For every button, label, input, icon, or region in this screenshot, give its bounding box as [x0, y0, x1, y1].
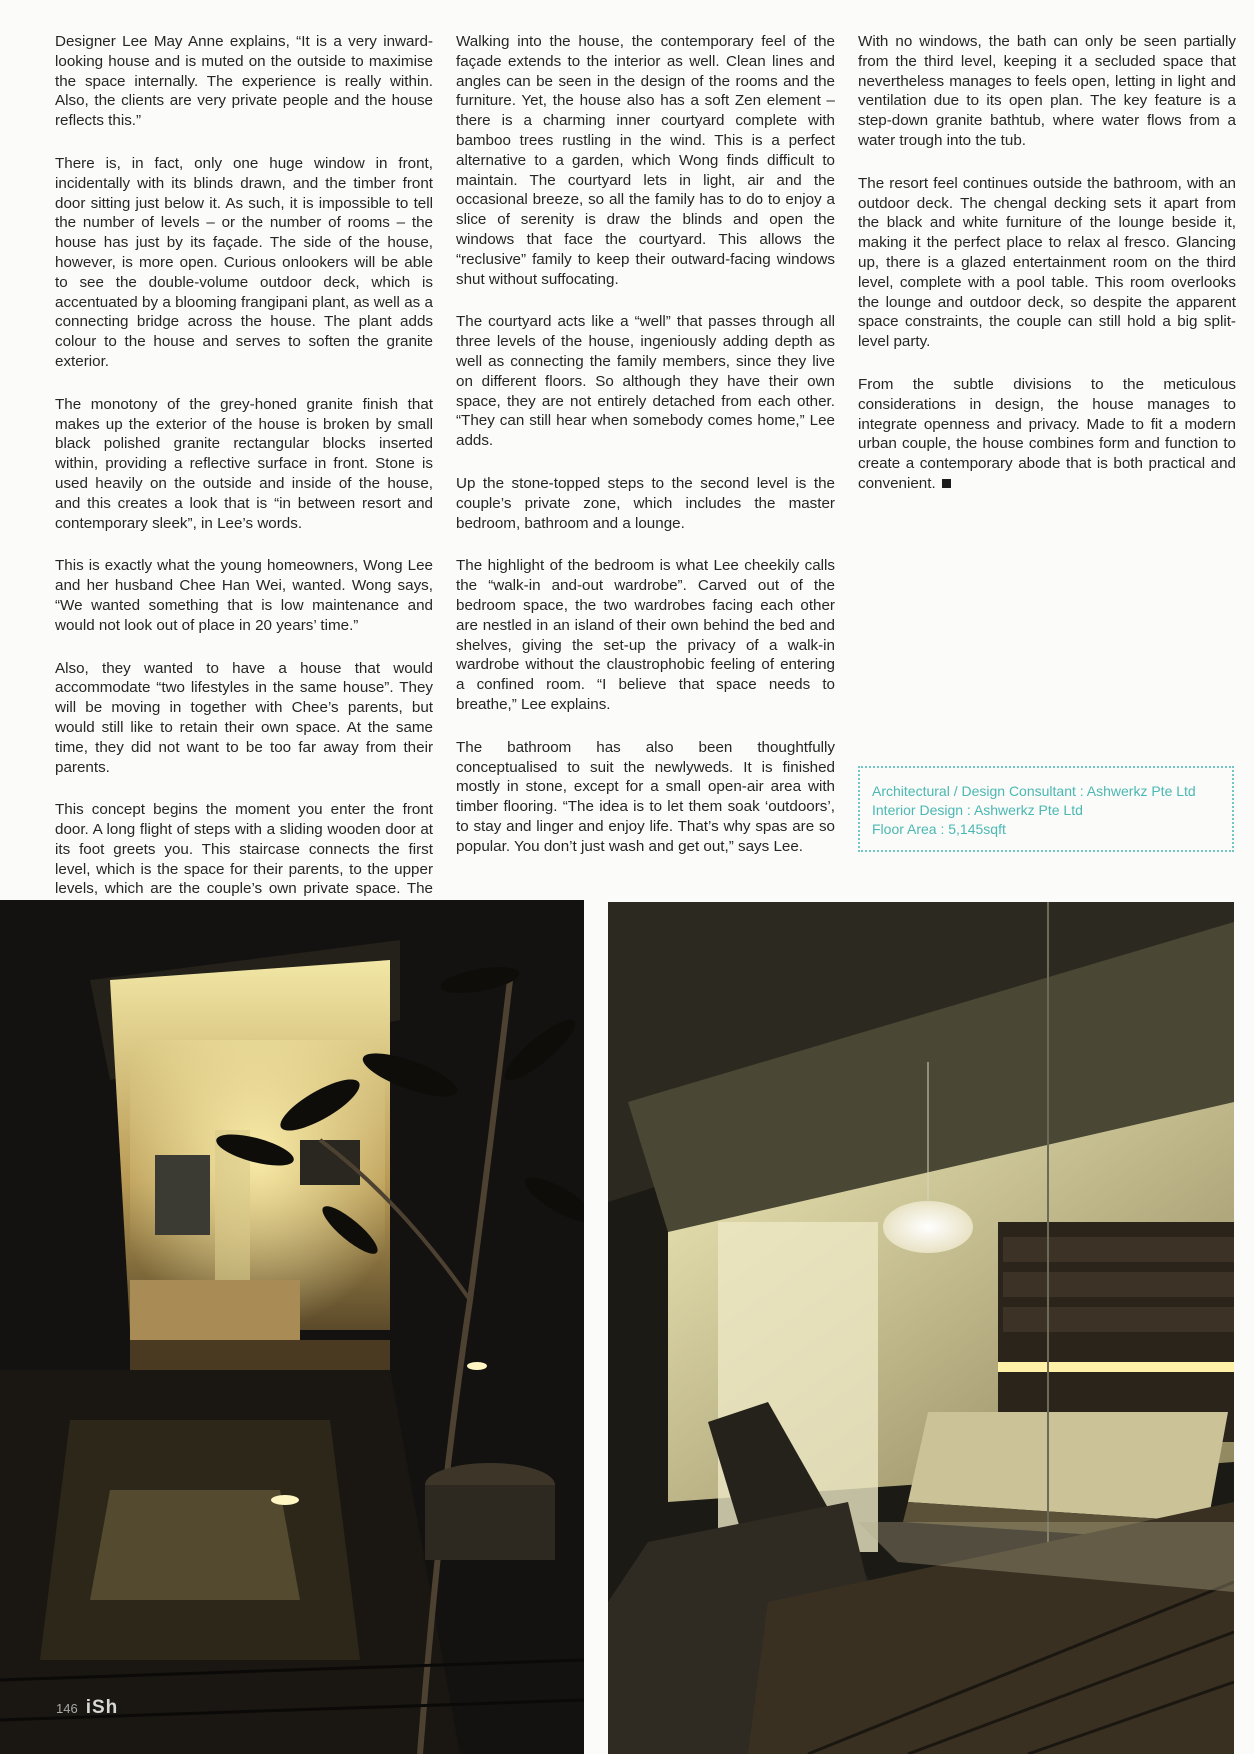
paragraph: The resort feel continues outside the bathroom, with an outdoor deck. The chengal decking sets it apart from the black and white furniture of the lounge beside it, making it the perfect place to relax al fresco. Glancing up, there is a glazed entertainment room on the third level, complete with a pool table. This room overlooks the lounge and outdoor deck, so despite the apparent space constraints, the couple can still hold a big split-level party. [858, 174, 1236, 351]
paragraph-final [858, 375, 1236, 494]
paragraph: With no windows, the bath can only be seen partially from the third level, keeping it a secluded space that nevertheless manages to feels open, letting in light and ventilation due to its open plan. The key feature is a step-down granite bathtub, where water flows from a water trough into the tub. [858, 33, 1236, 149]
paragraph: Also, they wanted to have a house that would accommodate “two lifestyles in the same house”. They will be moving in together with Chee’s parents, but would still like to retain their own space. At the same time, they did not want to be too far away from their parents. [55, 659, 433, 776]
master-bedroom-illustration [608, 902, 1234, 1754]
end-of-article-icon [942, 479, 951, 488]
bathroom-courtyard-illustration [0, 900, 584, 1754]
paragraph: Designer Lee May Anne explains, “It is a very inward-looking house and is muted on the outside to maximise the space internally. The experience is really within. Also, the clients are very private people and the house reflects this.” [55, 33, 433, 130]
photo-master-bedroom [608, 902, 1234, 1754]
article-column-1 [55, 32, 433, 962]
credit-interior: Interior Design : Ashwerkz Pte Ltd [872, 802, 1083, 818]
magazine-logo: iSh [85, 1697, 119, 1718]
page-number: 146 [56, 1701, 78, 1716]
paragraph: There is, in fact, only one huge window in front, incidentally with its blinds drawn, and the timber front door sitting just below it. As such, it is impossible to tell the number of levels – or the number of rooms – the house has just by its façade. The side of the house, however, is more open. Curious onlookers will be able to see the double-volume outdoor deck, which is accentuated by a blooming frangipani plant, as well as a connecting bridge across the house. The plant adds colour to the house and serves to soften the granite exterior. [55, 154, 433, 370]
paragraph-text: From the subtle divisions to the meticulous considerations in design, the house manages to integrate openness and privacy. Made to fit a modern urban couple, the house combines form and function to create a contemporary abode that is both practical and convenient. [858, 375, 1236, 492]
credit-floor-area: Floor Area : 5,145sqft [872, 821, 1006, 837]
credit-architect: Architectural / Design Consultant : Ashwerkz Pte Ltd [872, 783, 1196, 799]
paragraph: The bathroom has also been thoughtfully conceptualised to suit the newlyweds. It is finished mostly in stone, except for a small open-air area with timber flooring. “The idea is to let them soak ‘outdoors’, to stay and linger and enjoy life. That’s why spas are so popular. You don’t just wash and get out,” says Lee. [456, 738, 835, 855]
paragraph: This concept begins the moment you enter the front door. A long flight of steps with a sliding wooden door at its foot greets you. This staircase connects the first level, which is the space for their parents, to the upper levels, which are the couple’s own private space. The [55, 801, 433, 898]
article-column-3 [858, 32, 1236, 517]
article-column-2 [456, 32, 835, 879]
paragraph: The courtyard acts like a “well” that passes through all three levels of the house, ingeniously adding depth as well as connecting the family members, since they live on different floors. So although they have their own space, they are not entirely detached from each other. “They can still hear when somebody comes home,” Lee adds. [456, 313, 835, 450]
paragraph: The monotony of the grey-honed granite finish that makes up the exterior of the house is broken by small black polished granite rectangular blocks inserted within, providing a reflective surface in front. Stone is used heavily on the outside and inside of the house, and this creates a look that is “in between resort and contemporary sleek”, in Lee’s words. [55, 395, 433, 532]
paragraph: This is exactly what the young homeowners, Wong Lee and her husband Chee Han Wei, wanted. Wong says, “We wanted something that is low maintenance and would not look out of place in 20 years’ time.” [55, 557, 433, 634]
photo-bathroom-courtyard [0, 900, 584, 1754]
page-footer [56, 1697, 118, 1717]
paragraph: The highlight of the bedroom is what Lee cheekily calls the “walk-in and-out wardrobe”. Carved out of the bedroom space, the two wardrobes facing each other are nestled in an island of their own behind the bed and shelves, giving the set-up the privacy of a walk-in wardrobe without the claustrophobic feeling of entering a confined room. “I believe that space needs to breathe,” Lee explains. [456, 557, 835, 713]
paragraph: Walking into the house, the contemporary feel of the façade extends to the interior as well. Clean lines and angles can be seen in the design of the rooms and the furniture. Yet, the house also has a soft Zen element – there is a charming inner courtyard complete with bamboo trees rustling in the wind. This is a perfect alternative to a garden, which Wong finds difficult to maintain. The courtyard lets in light, air and the occasional breeze, so all the family has to do to enjoy a slice of serenity is draw the blinds and open the windows that face the courtyard. This allows the “reclusive” family to keep their outward-facing windows shut without suffocating. [456, 33, 835, 288]
project-credits-box [858, 766, 1234, 852]
paragraph: Up the stone-topped steps to the second level is the couple’s private zone, which includes the master bedroom, bathroom and a lounge. [456, 474, 835, 532]
